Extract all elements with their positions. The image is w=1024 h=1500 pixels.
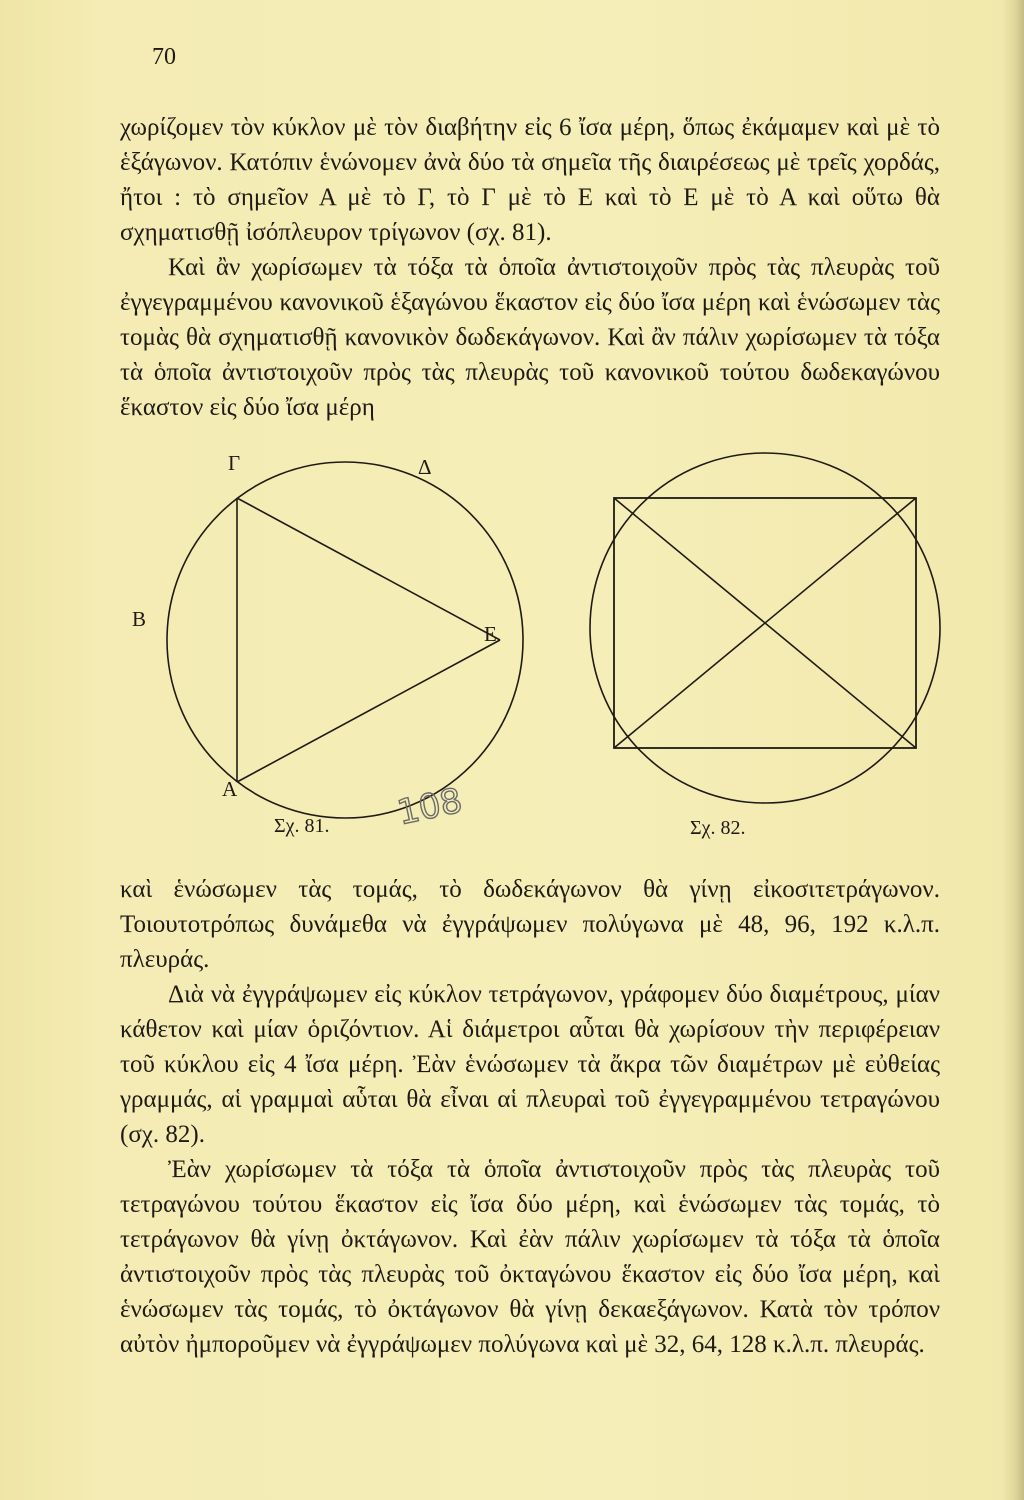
caption-81: Σχ. 81. (274, 815, 330, 837)
bottom-text-block (120, 872, 940, 1362)
page-number: 70 (152, 44, 176, 70)
paragraph: Ἐὰν χωρίσωμεν τὰ τόξα τὰ ὁποῖα ἀντιστοιχοῦν πρὸς τὰς πλευρὰς τοῦ τετραγώνου τούτου ἕκαστον εἰς ἴσα δύο μέρη, καὶ ἑνώσωμεν τὰς τομάς, τὸ τετράγωνον θὰ γίνῃ ὀκτάγωνον. Καὶ ἐὰν πάλιν χωρίσωμεν τὰ τόξα τὰ ὁποῖα ἀντιστοιχοῦν πρὸς τὰς πλευρὰς τοῦ ὀκταγώνου ἕκαστον εἰς δύο ἴσα μέρη, καὶ ἑνώσωμεν τὰς τομάς, τὸ ὀκτάγωνον θὰ γίνῃ δεκαεξάγωνον. Κατὰ τὸν τρόπον αὐτὸν ἠμποροῦμεν νὰ ἐγγράψωμεν πολύγωνα καὶ μὲ 32, 64, 128 κ.λ.π. πλευράς. (120, 1156, 940, 1358)
label-epsilon: Ε (484, 622, 497, 646)
chord-g-e (237, 498, 500, 640)
paragraph: καὶ ἑνώσωμεν τὰς τομάς, τὸ δωδεκάγωνον θὰ γίνῃ εἰκοσιτετράγωνον. Τοιουτοτρόπως δυνάμεθα νὰ ἐγγράψωμεν πολύγωνα μὲ 48, 96, 192 κ.λ.π. πλευράς. (120, 876, 940, 973)
label-alpha: Α (222, 777, 238, 801)
caption-82: Σχ. 82. (690, 817, 746, 839)
paragraph: χωρίζομεν τὸν κύκλον μὲ τὸν διαβήτην εἰς 6 ἴσα μέρη, ὅπως ἐκάμαμεν καὶ μὲ τὸ ἑξάγωνον. Κατόπιν ἑνώνομεν ἀνὰ δύο τὰ σημεῖα τῆς διαιρέσεως μὲ τρεῖς χορδάς, ἤτοι : τὸ σημεῖον Α μὲ τὸ Γ, τὸ Γ μὲ τὸ Ε καὶ τὸ Ε μὲ τὸ Α καὶ οὕτω θὰ σχηματισθῇ ἰσόπλευρον τρίγωνον (σχ. 81). (120, 114, 940, 246)
label-beta: Β (132, 607, 147, 631)
page-edge-shadow (1002, 0, 1024, 1500)
figures (100, 430, 950, 850)
figure-81 (132, 451, 523, 837)
label-delta: Δ (418, 455, 432, 479)
chord-e-a (237, 640, 500, 782)
paragraph: Καὶ ἂν χωρίσωμεν τὰ τόξα τὰ ὁποῖα ἀντιστοιχοῦν πρὸς τὰς πλευρὰς τοῦ ἐγγεγραμμένου κανονικοῦ ἑξαγώνου ἕκαστον εἰς δύο ἴσα μέρη καὶ ἑνώσωμεν τὰς τομὰς θὰ σχηματισθῇ κανονικὸν δωδεκάγωνον. Καὶ ἂν πάλιν χωρίσωμεν τὰ τόξα τὰ ὁποῖα ἀντιστοιχοῦν πρὸς τὰς πλευρὰς τοῦ κανονικοῦ τούτου δωδεκαγώνου ἕκαστον εἰς δύο ἴσα μέρη (120, 254, 940, 421)
figure-82 (590, 453, 940, 839)
top-text-block (120, 110, 940, 425)
circle-81 (167, 462, 523, 818)
handwritten-note: 108 (393, 780, 466, 834)
paragraph: Διὰ νὰ ἐγγράψωμεν εἰς κύκλον τετράγωνον, γράφομεν δύο διαμέτρους, μίαν κάθετον καὶ μίαν ὁριζόντιον. Αἱ διάμετροι αὗται θὰ χωρίσουν τὴν περιφέρειαν τοῦ κύκλου εἰς 4 ἴσα μέρη. Ἐὰν ἑνώσωμεν τὰ ἄκρα τῶν διαμέτρων μὲ εὐθείας γραμμάς, αἱ γραμμαὶ αὗται θὰ εἶναι αἱ πλευραὶ τοῦ ἐγγεγραμμένου τετραγώνου (σχ. 82). (120, 981, 940, 1148)
circle-82 (590, 453, 940, 803)
label-gamma: Γ (228, 451, 241, 475)
